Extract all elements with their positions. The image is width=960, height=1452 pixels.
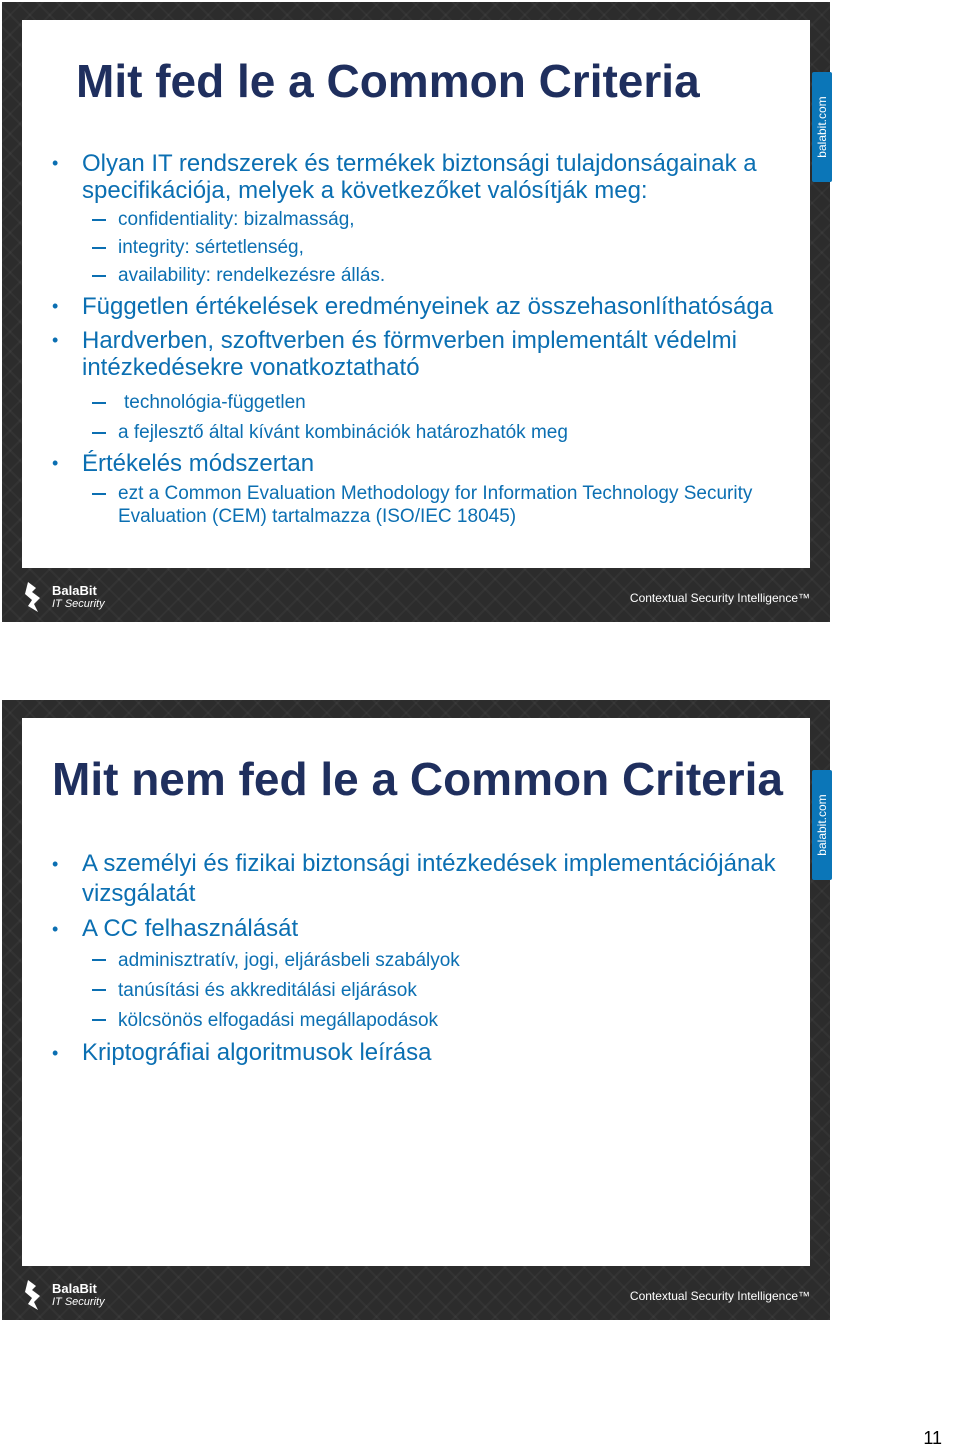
sub-bullet: a fejlesztő által kívánt kombinációk határozhatók meg xyxy=(52,421,780,444)
slide-1 xyxy=(2,2,830,622)
logo-subtitle: IT Security xyxy=(52,598,105,610)
bullet: • A személyi és fizikai biztonsági intézkedések implementációjának vizsgálatát xyxy=(52,849,780,909)
balabit-logo xyxy=(22,578,112,618)
bullet: • Értékelés módszertan xyxy=(52,450,780,477)
sub-bullet: technológia-független xyxy=(52,391,780,414)
sub-bullet: integrity: sértetlenség, xyxy=(52,236,780,259)
slide-1-content xyxy=(22,20,829,568)
sub-bullet: availability: rendelkezésre állás. xyxy=(52,264,780,287)
slide-2-content xyxy=(22,718,829,1266)
bullet: • Kriptográfiai algoritmusok leírása xyxy=(52,1038,780,1068)
balabit-logo xyxy=(22,1276,112,1316)
sub-bullet: ezt a Common Evaluation Methodology for Information Technology Security Evaluation (CEM) tartalmazza (ISO/IEC 18045) xyxy=(52,482,780,528)
slide-2-bullet-list xyxy=(52,849,780,1068)
slide-1-bullet-list xyxy=(52,150,780,528)
bullet: • Hardverben, szoftverben és förmverben implementált védelmi intézkedésekre vonatkoztatható xyxy=(52,327,780,381)
logo-name: BalaBit xyxy=(52,1281,97,1296)
footer-tagline: Contextual Security Intelligence™ xyxy=(629,1289,810,1303)
bullet: • Független értékelések eredményeinek az összehasonlíthatósága xyxy=(52,293,780,320)
balabit-logo-icon xyxy=(22,580,48,614)
sub-bullet: confidentiality: bizalmasság, xyxy=(52,208,780,231)
slide-2 xyxy=(2,700,830,1320)
bullet: • Olyan IT rendszerek és termékek biztonsági tulajdonságainak a specifikációja, melyek a következőket valósítják meg: xyxy=(52,150,780,204)
page-number: 11 xyxy=(923,1428,942,1448)
balabit-logo-icon xyxy=(22,1278,48,1312)
slide-2-title: Mit nem fed le a Common Criteria xyxy=(52,753,784,805)
slide-2-footer xyxy=(2,1266,830,1320)
bullet: • A CC felhasználását xyxy=(52,914,780,944)
balabit-tab-text: balabit.com xyxy=(815,96,829,158)
sub-bullet: kölcsönös elfogadási megállapodások xyxy=(52,1008,780,1034)
logo-name: BalaBit xyxy=(52,583,97,598)
sub-bullet: adminisztratív, jogi, eljárásbeli szabályok xyxy=(52,948,780,974)
balabit-tab xyxy=(812,72,832,182)
slide-1-title: Mit fed le a Common Criteria xyxy=(76,55,700,107)
sub-bullet: tanúsítási és akkreditálási eljárások xyxy=(52,978,780,1004)
logo-subtitle: IT Security xyxy=(52,1296,105,1308)
balabit-tab-text: balabit.com xyxy=(815,794,829,856)
slide-1-footer xyxy=(2,568,830,622)
footer-tagline: Contextual Security Intelligence™ xyxy=(629,591,810,605)
balabit-tab xyxy=(812,770,832,880)
